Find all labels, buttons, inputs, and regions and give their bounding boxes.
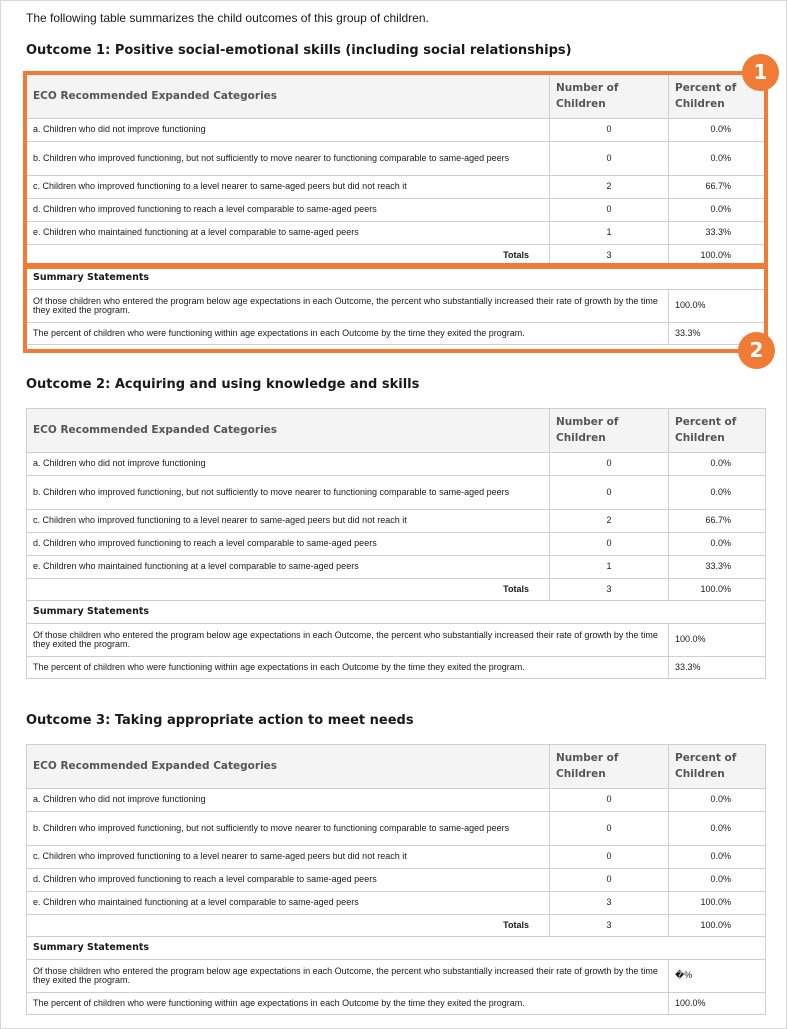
header-category: ECO Recommended Expanded Categories bbox=[27, 75, 550, 119]
percent-cell: 66.7% bbox=[669, 176, 766, 199]
outcome-1-title: Outcome 1: Positive social-emotional skills (including social relationships) bbox=[26, 43, 572, 58]
summary-statement: The percent of children who were functioning within age expectations in each Outcome by the time they exited the program. bbox=[27, 993, 669, 1015]
table-header-row bbox=[27, 745, 766, 789]
percent-cell: 0.0% bbox=[669, 533, 766, 556]
summary-statement: Of those children who entered the program below age expectations in each Outcome, the percent who substantially increased their rate of growth by the time they exited the program. bbox=[27, 624, 669, 657]
summary-value: 100.0% bbox=[669, 290, 766, 323]
totals-label: Totals bbox=[27, 579, 550, 601]
summary-header: Summary Statements bbox=[27, 601, 766, 624]
table-row bbox=[27, 476, 766, 510]
category-cell: a. Children who did not improve functioning bbox=[27, 453, 550, 476]
totals-number: 3 bbox=[550, 915, 669, 937]
summary-header-row bbox=[27, 937, 766, 960]
totals-percent: 100.0% bbox=[669, 579, 766, 601]
header-number: Number of Children bbox=[550, 409, 669, 453]
percent-cell: 66.7% bbox=[669, 510, 766, 533]
percent-cell: 100.0% bbox=[669, 892, 766, 915]
number-cell: 0 bbox=[550, 869, 669, 892]
outcome-3-title: Outcome 3: Taking appropriate action to meet needs bbox=[26, 713, 414, 728]
number-cell: 3 bbox=[550, 892, 669, 915]
category-cell: c. Children who improved functioning to a level nearer to same-aged peers but did not reach it bbox=[27, 510, 550, 533]
category-cell: c. Children who improved functioning to a level nearer to same-aged peers but did not reach it bbox=[27, 846, 550, 869]
summary-value: �% bbox=[669, 960, 766, 993]
table-row bbox=[27, 453, 766, 476]
summary-value: 100.0% bbox=[669, 993, 766, 1015]
table-row bbox=[27, 869, 766, 892]
percent-cell: 0.0% bbox=[669, 846, 766, 869]
number-cell: 0 bbox=[550, 533, 669, 556]
number-cell: 2 bbox=[550, 176, 669, 199]
header-percent: Percent of Children bbox=[669, 409, 766, 453]
category-cell: c. Children who improved functioning to a level nearer to same-aged peers but did not reach it bbox=[27, 176, 550, 199]
callout-badge-1: 1 bbox=[742, 54, 779, 91]
table-row bbox=[27, 846, 766, 869]
number-cell: 0 bbox=[550, 476, 669, 510]
percent-cell: 0.0% bbox=[669, 199, 766, 222]
header-number: Number of Children bbox=[550, 75, 669, 119]
callout-box-2 bbox=[23, 265, 768, 353]
totals-row bbox=[27, 579, 766, 601]
category-cell: d. Children who improved functioning to reach a level comparable to same-aged peers bbox=[27, 533, 550, 556]
summary-statement: Of those children who entered the program below age expectations in each Outcome, the percent who substantially increased their rate of growth by the time they exited the program. bbox=[27, 960, 669, 993]
percent-cell: 33.3% bbox=[669, 222, 766, 245]
number-cell: 0 bbox=[550, 119, 669, 142]
table-header-row bbox=[27, 409, 766, 453]
category-cell: e. Children who maintained functioning at a level comparable to same-aged peers bbox=[27, 892, 550, 915]
number-cell: 0 bbox=[550, 453, 669, 476]
category-cell: b. Children who improved functioning, but not sufficiently to move nearer to functioning comparable to same-aged peers bbox=[27, 812, 550, 846]
category-cell: e. Children who maintained functioning at a level comparable to same-aged peers bbox=[27, 556, 550, 579]
summary-value: 100.0% bbox=[669, 624, 766, 657]
callout-box-1 bbox=[23, 71, 768, 267]
outcome-3-table bbox=[26, 744, 766, 1015]
category-cell: a. Children who did not improve functioning bbox=[27, 119, 550, 142]
percent-cell: 33.3% bbox=[669, 556, 766, 579]
outcome-2-table bbox=[26, 408, 766, 679]
number-cell: 0 bbox=[550, 846, 669, 869]
summary-value: 33.3% bbox=[669, 323, 766, 345]
header-number: Number of Children bbox=[550, 745, 669, 789]
percent-cell: 0.0% bbox=[669, 869, 766, 892]
totals-percent: 100.0% bbox=[669, 245, 766, 267]
summary-row bbox=[27, 624, 766, 657]
callout-badge-2: 2 bbox=[738, 332, 775, 369]
table-row bbox=[27, 556, 766, 579]
totals-number: 3 bbox=[550, 245, 669, 267]
percent-cell: 0.0% bbox=[669, 789, 766, 812]
intro-text: The following table summarizes the child outcomes of this group of children. bbox=[26, 11, 429, 25]
header-percent: Percent of Children bbox=[669, 745, 766, 789]
category-cell: d. Children who improved functioning to reach a level comparable to same-aged peers bbox=[27, 869, 550, 892]
totals-label: Totals bbox=[27, 915, 550, 937]
number-cell: 1 bbox=[550, 222, 669, 245]
number-cell: 0 bbox=[550, 789, 669, 812]
header-category: ECO Recommended Expanded Categories bbox=[27, 409, 550, 453]
table-row bbox=[27, 510, 766, 533]
header-category: ECO Recommended Expanded Categories bbox=[27, 745, 550, 789]
table-row bbox=[27, 533, 766, 556]
outcome-2-title: Outcome 2: Acquiring and using knowledge and skills bbox=[26, 377, 420, 392]
number-cell: 2 bbox=[550, 510, 669, 533]
header-percent: Percent of Children bbox=[669, 75, 766, 119]
table-row bbox=[27, 812, 766, 846]
summary-header: Summary Statements bbox=[27, 937, 766, 960]
table-row bbox=[27, 892, 766, 915]
summary-header: Summary Statements bbox=[27, 267, 766, 290]
summary-header-row bbox=[27, 601, 766, 624]
summary-row bbox=[27, 960, 766, 993]
number-cell: 0 bbox=[550, 199, 669, 222]
totals-row bbox=[27, 915, 766, 937]
totals-number: 3 bbox=[550, 579, 669, 601]
number-cell: 0 bbox=[550, 142, 669, 176]
summary-row bbox=[27, 993, 766, 1015]
summary-statement: Of those children who entered the program below age expectations in each Outcome, the percent who substantially increased their rate of growth by the time they exited the program. bbox=[27, 290, 669, 323]
category-cell: a. Children who did not improve functioning bbox=[27, 789, 550, 812]
summary-statement: The percent of children who were functioning within age expectations in each Outcome by the time they exited the program. bbox=[27, 323, 669, 345]
summary-statement: The percent of children who were functioning within age expectations in each Outcome by the time they exited the program. bbox=[27, 657, 669, 679]
number-cell: 1 bbox=[550, 556, 669, 579]
table-row bbox=[27, 789, 766, 812]
category-cell: b. Children who improved functioning, but not sufficiently to move nearer to functioning comparable to same-aged peers bbox=[27, 476, 550, 510]
summary-value: 33.3% bbox=[669, 657, 766, 679]
category-cell: e. Children who maintained functioning at a level comparable to same-aged peers bbox=[27, 222, 550, 245]
percent-cell: 0.0% bbox=[669, 453, 766, 476]
percent-cell: 0.0% bbox=[669, 142, 766, 176]
percent-cell: 0.0% bbox=[669, 119, 766, 142]
category-cell: b. Children who improved functioning, but not sufficiently to move nearer to functioning comparable to same-aged peers bbox=[27, 142, 550, 176]
percent-cell: 0.0% bbox=[669, 812, 766, 846]
summary-row bbox=[27, 657, 766, 679]
totals-percent: 100.0% bbox=[669, 915, 766, 937]
percent-cell: 0.0% bbox=[669, 476, 766, 510]
totals-label: Totals bbox=[27, 245, 550, 267]
category-cell: d. Children who improved functioning to reach a level comparable to same-aged peers bbox=[27, 199, 550, 222]
number-cell: 0 bbox=[550, 812, 669, 846]
